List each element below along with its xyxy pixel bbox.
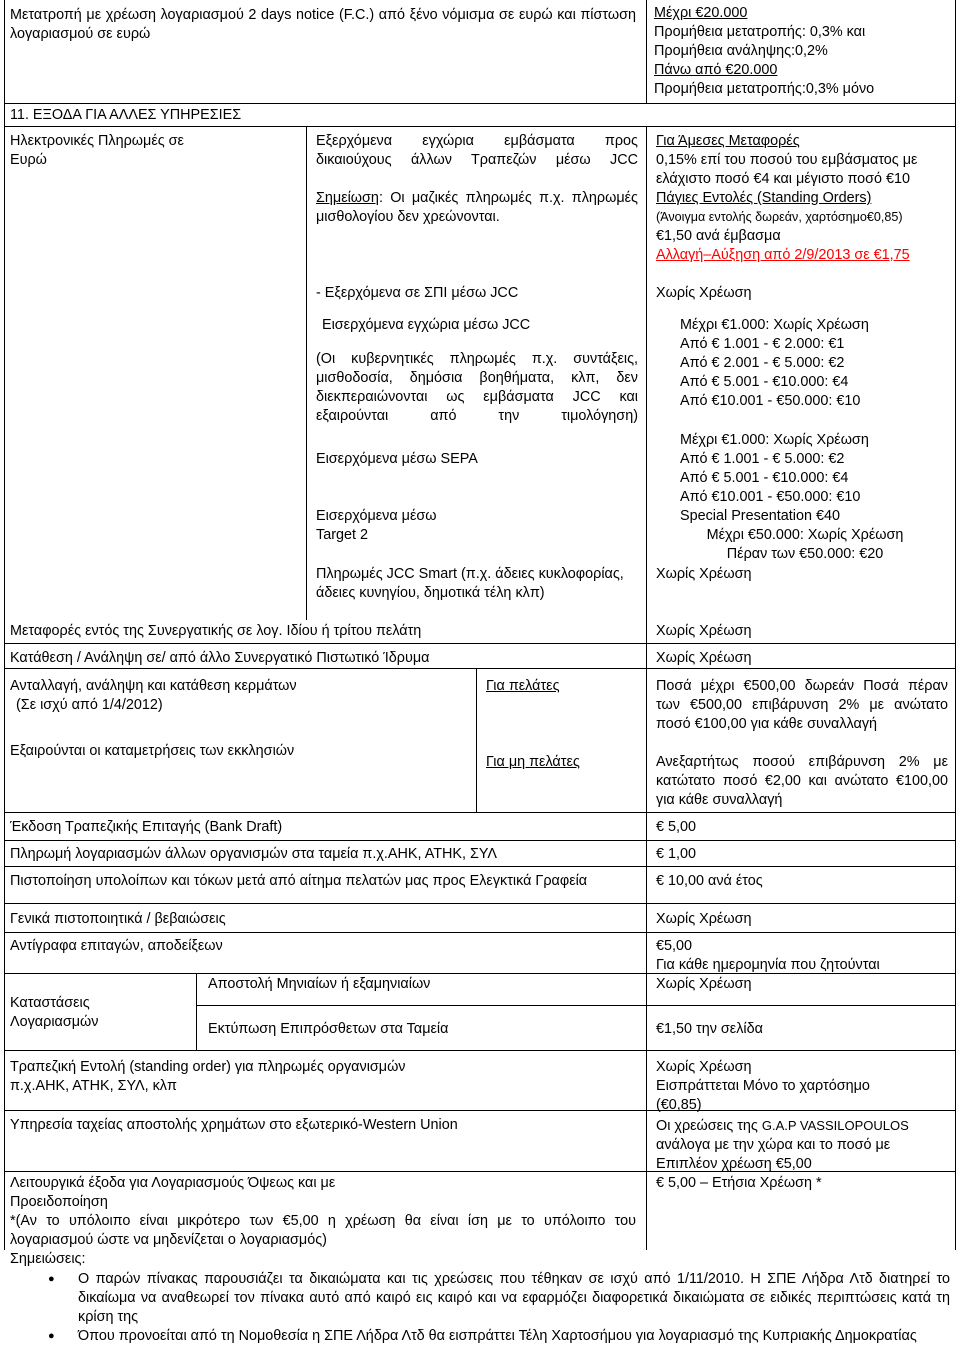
rule-general bbox=[4, 932, 956, 933]
draft-fee: € 5,00 bbox=[656, 819, 697, 835]
standing-orders-note: (Άνοιγμα εντολής δωρεάν, χαρτόσημο€0,85) bbox=[656, 210, 903, 224]
rule-coins bbox=[4, 812, 956, 813]
note-item: ● Όπου προνοείται από τη Νομοθεσία η ΣΠΕ Λήδρα Λτδ θα εισπράττει Τέλη Χαρτοσήμου για λογαριασμό της Κυπριακής Δημοκρατίας bbox=[10, 1327, 950, 1346]
operating-costs-note: *(Αν το υπόλοιπο είναι μικρότερο των €5,00 η χρέωση θα είναι ίση με το υπόλοιπο του λογαριασμού ώστε να μηδενίζεται ο λογαριασμός) bbox=[10, 1213, 636, 1248]
mail-fee: Χωρίς Χρέωση bbox=[656, 976, 752, 992]
vrule-right-outer bbox=[955, 0, 956, 1250]
standing-orders-title: Πάγιες Εντολές (Standing Orders) bbox=[656, 190, 872, 206]
sepa-fee-3: Από € 5.001 - €10.000: €4 bbox=[680, 470, 849, 486]
vrule-payments-inner bbox=[306, 126, 307, 620]
mass-payments-note bbox=[316, 189, 638, 227]
notes-title: Σημειώσεις: bbox=[10, 1251, 86, 1267]
incoming-jcc-fee-3: Από € 2.001 - € 5.000: €2 bbox=[680, 355, 845, 371]
operating-costs-label: Λειτουργικά έξοδα για Λογαριασμούς Όψεως και με Προειδοποίηση bbox=[10, 1175, 336, 1210]
sepa-label: Εισερχόμενα μέσω SEPA bbox=[316, 451, 478, 467]
direct-transfers bbox=[656, 132, 952, 265]
vrule-statements-inner bbox=[196, 973, 197, 1050]
mail-label: Αποστολή Μηνιαίων ή εξαμηνιαίων bbox=[208, 976, 431, 992]
note-text: : Οι μαζικές πληρωμές π.χ. πληρωμές μισθολογίου δεν χρεώνονται. bbox=[316, 190, 638, 225]
rule-draft bbox=[4, 840, 956, 841]
wu-fee-prefix: Οι χρεώσεις της bbox=[656, 1118, 762, 1134]
standing-order-fee-2: Εισπράττεται Μόνο το χαρτόσημο (€0,85) bbox=[656, 1078, 870, 1113]
rule-top-section bbox=[4, 103, 956, 104]
jcc-smart-label: Πληρωμές JCC Smart (π.χ. άδειες κυκλοφορίας, άδειες κυνηγίου, δημοτικά τέλη κλπ) bbox=[316, 566, 624, 601]
target2-fee-1: Special Presentation €40 bbox=[680, 508, 841, 524]
vrule-fee-column bbox=[646, 0, 647, 104]
western-union-label: Υπηρεσία ταχείας αποστολής χρημάτων στο εξωτερικό-Western Union bbox=[10, 1117, 458, 1133]
note-label: Σημείωση bbox=[316, 190, 379, 206]
clients-fee: Ποσά μέχρι €500,00 δωρεάν Ποσά πέραν των €500,00 επιβάρυνση 2% με ανώτατο ποσό €100,00 για κάθε συναλλαγή bbox=[656, 678, 948, 732]
rule-bills bbox=[4, 866, 956, 867]
rule-section-title bbox=[4, 126, 956, 127]
vrule-coins-inner bbox=[476, 668, 477, 812]
transfers-label: Μεταφορές εντός της Συνεργατικής σε λογ. Ιδίου ή τρίτου πελάτη bbox=[10, 623, 422, 639]
sepa-fee-1: Μέχρι €1.000: Χωρίς Χρέωση bbox=[680, 432, 869, 448]
incoming-jcc-fee-2: Από € 1.001 - € 2.000: €1 bbox=[680, 336, 845, 352]
copies-fee: €5,00 bbox=[656, 938, 693, 954]
operating-costs-fee: € 5,00 – Ετήσια Χρέωση * bbox=[656, 1175, 822, 1191]
sepa-fees bbox=[680, 431, 950, 507]
top-fee-line-5: Προμήθεια μετατροπής:0,3% μόνο bbox=[654, 81, 875, 97]
statements-label: Καταστάσεις Λογαριασμών bbox=[10, 995, 99, 1030]
top-fee-line-4: Πάνω από €20.000 bbox=[654, 62, 778, 78]
incoming-jcc-fees bbox=[680, 316, 950, 411]
target2-fee-3: Πέραν των €50.000: €20 bbox=[726, 546, 884, 562]
coins-since: (Σε ισχύ από 1/4/2012) bbox=[16, 697, 163, 713]
western-union-fee-2: ανάλογα με την χώρα και το ποσό με bbox=[656, 1137, 891, 1153]
deposit-fee: Χωρίς Χρέωση bbox=[656, 650, 752, 666]
print-fee: €1,50 την σελίδα bbox=[656, 1021, 763, 1037]
top-fee-line-3: Προμήθεια ανάληψης:0,2% bbox=[654, 43, 828, 59]
bills-fee: € 1,00 bbox=[656, 846, 697, 862]
deposit-label: Κατάθεση / Ανάληψη σε/ από άλλο Συνεργατικό Πιστωτικό Ίδρυμα bbox=[10, 650, 430, 666]
payments-category: Ηλεκτρονικές Πληρωμές σε Ευρώ bbox=[10, 133, 184, 168]
sepa-fee-4: Από €10.001 - €50.000: €10 bbox=[680, 489, 861, 505]
general-label: Γενικά πιστοποιητικά / βεβαιώσεις bbox=[10, 911, 226, 927]
coins-exempt: Εξαιρούνται οι καταμετρήσεις των εκκλησιών bbox=[10, 743, 295, 759]
target2-fees bbox=[680, 507, 930, 564]
incoming-jcc-fee-5: Από €10.001 - €50.000: €10 bbox=[680, 393, 861, 409]
rule-statements bbox=[4, 1050, 956, 1051]
top-description: Μετατροπή με χρέωση λογαριασμού 2 days notice (F.C.) από ξένο νόμισμα σε ευρώ και πίστωση λογαριασμού σε ευρώ bbox=[10, 7, 636, 42]
jcc-smart-fee: Χωρίς Χρέωση bbox=[656, 566, 752, 582]
wu-provider: G.A.P VASSILOPOULOS bbox=[761, 1118, 909, 1133]
spi-fee: Χωρίς Χρέωση bbox=[656, 285, 752, 301]
general-fee: Χωρίς Χρέωση bbox=[656, 911, 752, 927]
vrule-left-outer bbox=[4, 0, 5, 1250]
incoming-jcc-fee-1: Μέχρι €1.000: Χωρίς Χρέωση bbox=[680, 317, 869, 333]
rule-deposit bbox=[4, 668, 956, 669]
top-fee-line-2: Προμήθεια μετατροπής: 0,3% και bbox=[654, 24, 866, 40]
rule-transfers bbox=[4, 643, 956, 644]
western-union-fee-1 bbox=[656, 1116, 952, 1136]
rule-cert bbox=[4, 903, 956, 904]
incoming-jcc-fee-4: Από € 5.001 - €10.000: €4 bbox=[680, 374, 849, 390]
incoming-jcc-note: (Οι κυβερνητικές πληρωμές π.χ. συντάξεις, μισθοδοσία, δημόσια βοηθήματα, κλπ, δεν διεκπεραιώνονται ως εμβάσματα JCC και εξαιρούνται από την τιμολόγηση) bbox=[316, 351, 638, 424]
incoming-jcc: Εισερχόμενα εγχώρια μέσω JCC bbox=[322, 317, 531, 333]
standing-order-fee-1: Χωρίς Χρέωση bbox=[656, 1059, 752, 1075]
outgoing-jcc: Εξερχόμενα εγχώρια εμβάσματα προς δικαιούχους άλλων Τραπεζών μέσω JCC bbox=[316, 133, 638, 168]
bills-label: Πληρωμή λογαριασμών άλλων οργανισμών στα ταμεία π.χ.ΑΗΚ, ΑΤΗΚ, ΣΥΛ bbox=[10, 846, 498, 862]
standing-orders-fee: €1,50 ανά έμβασμα bbox=[656, 228, 781, 244]
cert-label: Πιστοποίηση υπολοίπων και τόκων μετά από αίτημα πελατών μας προς Ελεγκτικά Γραφεία bbox=[10, 873, 588, 889]
coins-label: Ανταλλαγή, ανάληψη και κατάθεση κερμάτων bbox=[10, 678, 297, 694]
top-fee-line-1: Μέχρι €20.000 bbox=[654, 5, 748, 21]
target2-label: Εισερχόμενα μέσω Target 2 bbox=[316, 508, 437, 543]
copies-label: Αντίγραφα επιταγών, αποδείξεων bbox=[10, 938, 223, 954]
section-title: 11. ΕΞΟΔΑ ΓΙΑ ΑΛΛΕΣ ΥΠΗΡΕΣΙΕΣ bbox=[10, 107, 242, 123]
nonclients-label: Για μη πελάτες bbox=[486, 754, 580, 770]
transfers-fee: Χωρίς Χρέωση bbox=[656, 623, 752, 639]
print-label: Εκτύπωση Επιπρόσθετων στα Ταμεία bbox=[208, 1021, 449, 1037]
rule-statements-mid bbox=[196, 1005, 956, 1006]
spi-label: - Εξερχόμενα σε ΣΠΙ μέσω JCC bbox=[316, 285, 519, 301]
note-item: ● Ο παρών πίνακας παρουσιάζει τα δικαιώματα και τις χρεώσεις που τέθηκαν σε ισχύ από 1/11/2010. Η ΣΠΕ Λήδρα Λτδ διατηρεί το δικαίωμα να αναθεωρεί τον πίνακα αυτό από καιρό εις καιρό και να εφαρμόζει διαφορετικά δικαιώματα σε ειδικές περιπτώσεις κατά τη κρίση της bbox=[10, 1270, 950, 1327]
draft-label: Έκδοση Τραπεζικής Επιταγής (Bank Draft) bbox=[10, 819, 283, 835]
clients-label: Για πελάτες bbox=[486, 678, 560, 694]
direct-title: Για Άμεσες Μεταφορές bbox=[656, 133, 800, 149]
standing-order-label: Τραπεζική Εντολή (standing order) για πληρωμές οργανισμών π.χ.ΑΗΚ, ΑΤΗΚ, ΣΥΛ, κλπ bbox=[10, 1059, 406, 1094]
nonclients-fee: Ανεξαρτήτως ποσού επιβάρυνση 2% με κατώτατο ποσό €2,00 και ανώτατο €100,00 για κάθε συναλλαγή bbox=[656, 754, 948, 808]
vrule-fee-column-2 bbox=[646, 126, 647, 1250]
western-union-fee bbox=[656, 1116, 952, 1174]
target2-fee-2: Μέχρι €50.000: Χωρίς Χρέωση bbox=[706, 527, 904, 543]
direct-text: 0,15% επί του ποσού του εμβάσματος με ελάχιστο ποσό €4 και μέγιστο ποσό €10 bbox=[656, 152, 918, 187]
top-fees bbox=[654, 4, 950, 99]
change-notice: Αλλαγή–Αύξηση από 2/9/2013 σε €1,75 bbox=[656, 247, 910, 263]
copies-note: Για κάθε ημερομηνία που ζητούνται bbox=[656, 957, 880, 973]
western-union-fee-3: Επιπλέον χρέωση €5,00 bbox=[656, 1156, 812, 1172]
sepa-fee-2: Από € 1.001 - € 5.000: €2 bbox=[680, 451, 845, 467]
notes-list bbox=[10, 1270, 950, 1346]
cert-fee: € 10,00 ανά έτος bbox=[656, 873, 763, 889]
